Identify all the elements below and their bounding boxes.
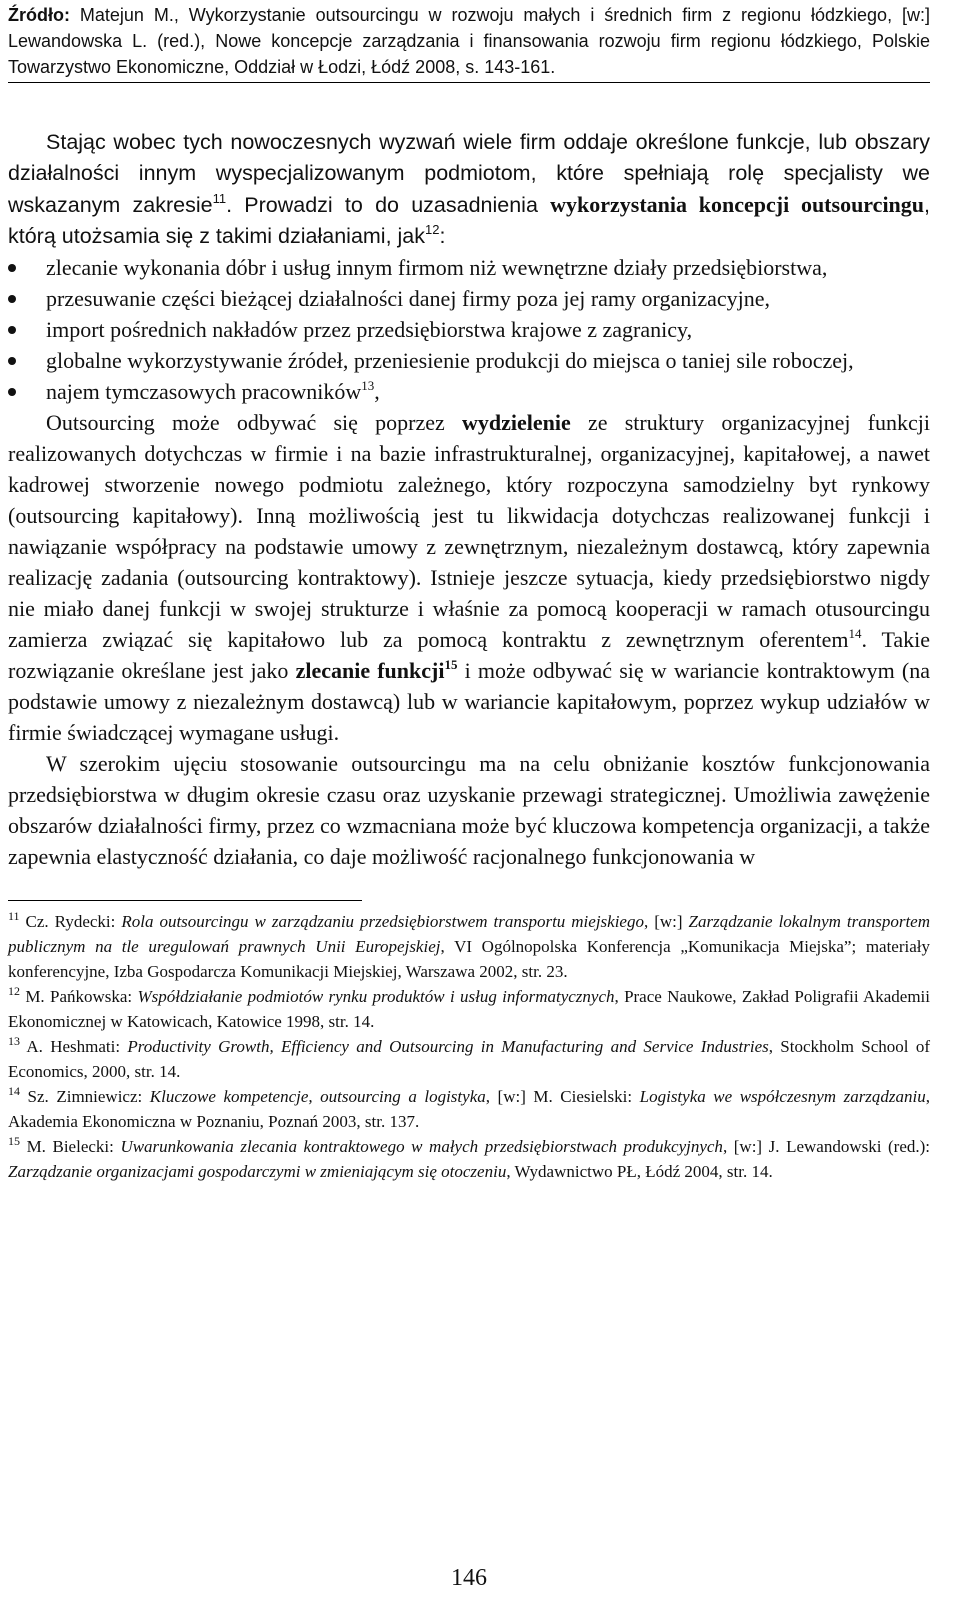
document-page: [8, 0, 930, 1184]
footnote-ref-15: 15: [444, 657, 458, 672]
footnote-11: [8, 909, 930, 984]
list-item: zlecanie wykonania dóbr i usług innym firmom niż wewnętrzne działy przedsiębiorstwa,: [8, 252, 930, 283]
footnote-text: , Wydawnictwo PŁ, Łódź 2004, str. 14.: [506, 1162, 773, 1181]
footnote-number: 15: [8, 1134, 20, 1148]
paragraph-2-text-b: ze struktury organizacyjnej funkcji realizowanych dotychczas w firmie i na bazie infrastrukturalnej, organizacyjnej, kapitałowej, a nawet kadrowej stworzenie nowego podmiotu zależnego, który rozpoczyna samodzielny byt rynkowy (outsourcing kapitałowy). Inną możliwością jest tu likwidacja dotychczas realizowanej funkcji i nawiązanie współpracy na podstawie umowy z zewnętrznym, niezależnym dostawcą, który zapewnia realizację zadania (outsourcing kontraktowy). Istnieje jeszcze sytuacja, kiedy przedsiębiorstwo nigdy nie miało danej funkcji w swojej strukturze i właśnie za pomocą kooperacji w ramach otusourcingu zamierza związać się kapitałowo lub za pomocą kontraktu z zewnętrznym oferentem: [8, 410, 930, 652]
footnote-text: , [w:] J. Lewandowski (red.):: [722, 1137, 931, 1156]
paragraph-1-text-b: . Prowadzi to do uzasadnienia: [226, 193, 551, 217]
footnote-author: Cz. Rydecki:: [19, 912, 122, 931]
paragraph-1: [8, 127, 930, 252]
footnote-15: [8, 1134, 930, 1184]
footnote-13: [8, 1034, 930, 1084]
emphasis-spin-off: wydzielenie: [461, 410, 571, 435]
paragraph-2-text-c: . Takie rozwiązanie określane jest jako: [8, 627, 931, 683]
list-item-punct: ,: [374, 379, 380, 404]
footnote-ref-14: 14: [848, 626, 862, 641]
source-citation: [8, 0, 930, 83]
footnote-author: A. Heshmati:: [20, 1037, 128, 1056]
paragraph-1-text-d: :: [439, 224, 446, 248]
footnote-author: Sz. Zimniewicz:: [20, 1087, 150, 1106]
footnote-author: M. Bielecki:: [20, 1137, 121, 1156]
footnote-number: 12: [8, 984, 20, 998]
source-label: Źródło:: [8, 5, 70, 25]
footnote-ref-13: 13: [361, 378, 375, 393]
footnote-text: , [w:] M. Ciesielski:: [485, 1087, 640, 1106]
footnote-title: Zarządzanie organizacjami gospodarczymi w zmieniającym się otoczeniu: [8, 1162, 507, 1181]
footnotes: [8, 909, 930, 1184]
footnote-text: , Prace Naukowe, Zakład Poligrafii Akademii Ekonomicznej w Katowicach, Katowice 1998, str. 14.: [8, 987, 930, 1031]
footnote-ref-11: 11: [212, 191, 227, 206]
footnote-text: , Akademia Ekonomiczna w Poznaniu, Poznań 2003, str. 137.: [8, 1087, 931, 1131]
footnote-separator: [8, 900, 362, 901]
footnote-14: [8, 1084, 930, 1134]
outsourcing-activities-list: [8, 252, 930, 407]
footnote-text: , Stockholm School of Economics, 2000, str. 14.: [8, 1037, 930, 1081]
main-text: [8, 127, 930, 872]
footnote-author: M. Pańkowska:: [20, 987, 138, 1006]
footnote-title: Uwarunkowania zlecania kontraktowego w małych przedsiębiorstwach produkcyjnych: [120, 1137, 723, 1156]
paragraph-2-text-a: Outsourcing może odbywać się poprzez: [46, 410, 462, 435]
list-item-text: najem tymczasowych pracowników: [46, 379, 362, 404]
footnote-title: Współdziałanie podmiotów rynku produktów i usług informatycznych: [137, 987, 615, 1006]
list-item: [8, 376, 930, 407]
emphasis-function-outsourcing: zlecanie funkcji: [295, 658, 445, 683]
list-item: import pośrednich nakładów przez przedsiębiorstwa krajowe z zagranicy,: [8, 314, 930, 345]
footnote-number: 11: [8, 909, 20, 923]
paragraph-2: [8, 407, 930, 748]
paragraph-3: W szerokim ujęciu stosowanie outsourcingu ma na celu obniżanie kosztów funkcjonowania przedsiębiorstwa w długim okresie czasu oraz uzyskanie przewagi strategicznej. Umożliwia zawężenie obszarów działalności firmy, przez co wzmacniana może być kluczowa kompetencja organizacji, a także zapewnia elastyczność działania, co daje możliwość racjonalnego funkcjonowania w: [8, 751, 930, 869]
paragraph-1-text-a: Stając wobec tych nowoczesnych wyzwań wiele firm oddaje określone funkcje, lub obszary działalności innym wyspecjalizowanym podmiotom, które spełniają rolę specjalisty we wskazanym zakresie: [8, 130, 930, 217]
footnote-text: , VI Ogólnopolska Konferencja „Komunikacja Miejska”; materiały konferencyjne, Izba Gospodarcza Komunikacji Miejskiej, Warszawa 2002, str. 23.: [8, 937, 931, 981]
footnote-title: Kluczowe kompetencje, outsourcing a logistyka: [149, 1087, 486, 1106]
list-item: przesuwanie części bieżącej działalności danej firmy poza jej ramy organizacyjne,: [8, 283, 930, 314]
footnote-ref-12: 12: [425, 222, 440, 237]
page-number: 146: [451, 1565, 487, 1591]
paragraph-2-text-d: i może odbywać się w wariancie kontraktowym (na podstawie umowy z niezależnym dostawcą) lub w wariancie kapitałowym, poprzez wykup udziałów w firmie świadczącej wymagane usługi.: [8, 658, 931, 745]
emphasis-outsourcing-concept: wykorzystania koncepcji outsourcingu: [550, 192, 925, 217]
footnote-title: Rola outsourcingu w zarządzaniu przedsiębiorstwem transportu miejskiego: [121, 912, 644, 931]
footnote-number: 13: [8, 1034, 20, 1048]
footnote-title: Zarządzanie lokalnym transportem publicznym na tle uregulowań prawnych Unii Europejskiej: [8, 912, 930, 956]
footnote-text: , [w:]: [643, 912, 689, 931]
source-text: Matejun M., Wykorzystanie outsourcingu w rozwoju małych i średnich firm z regionu łódzkiego, [w:] Lewandowska L. (red.), Nowe koncepcje zarządzania i finansowania rozwoju firm regionu łódzkiego, Polskie Towarzystwo Ekonomiczne, Oddział w Łodzi, Łódź 2008, s. 143-161.: [8, 5, 930, 77]
footnote-12: [8, 984, 930, 1034]
paragraph-1-text-c: , którą utożsamia się z takimi działaniami, jak: [8, 193, 931, 248]
footnote-title: Productivity Growth, Efficiency and Outsourcing in Manufacturing and Service Industries: [127, 1037, 769, 1056]
footnote-number: 14: [8, 1084, 20, 1098]
list-item: globalne wykorzystywanie źródeł, przeniesienie produkcji do miejsca o taniej sile roboczej,: [8, 345, 930, 376]
footnote-title: Logistyka we współczesnym zarządzaniu: [639, 1087, 926, 1106]
